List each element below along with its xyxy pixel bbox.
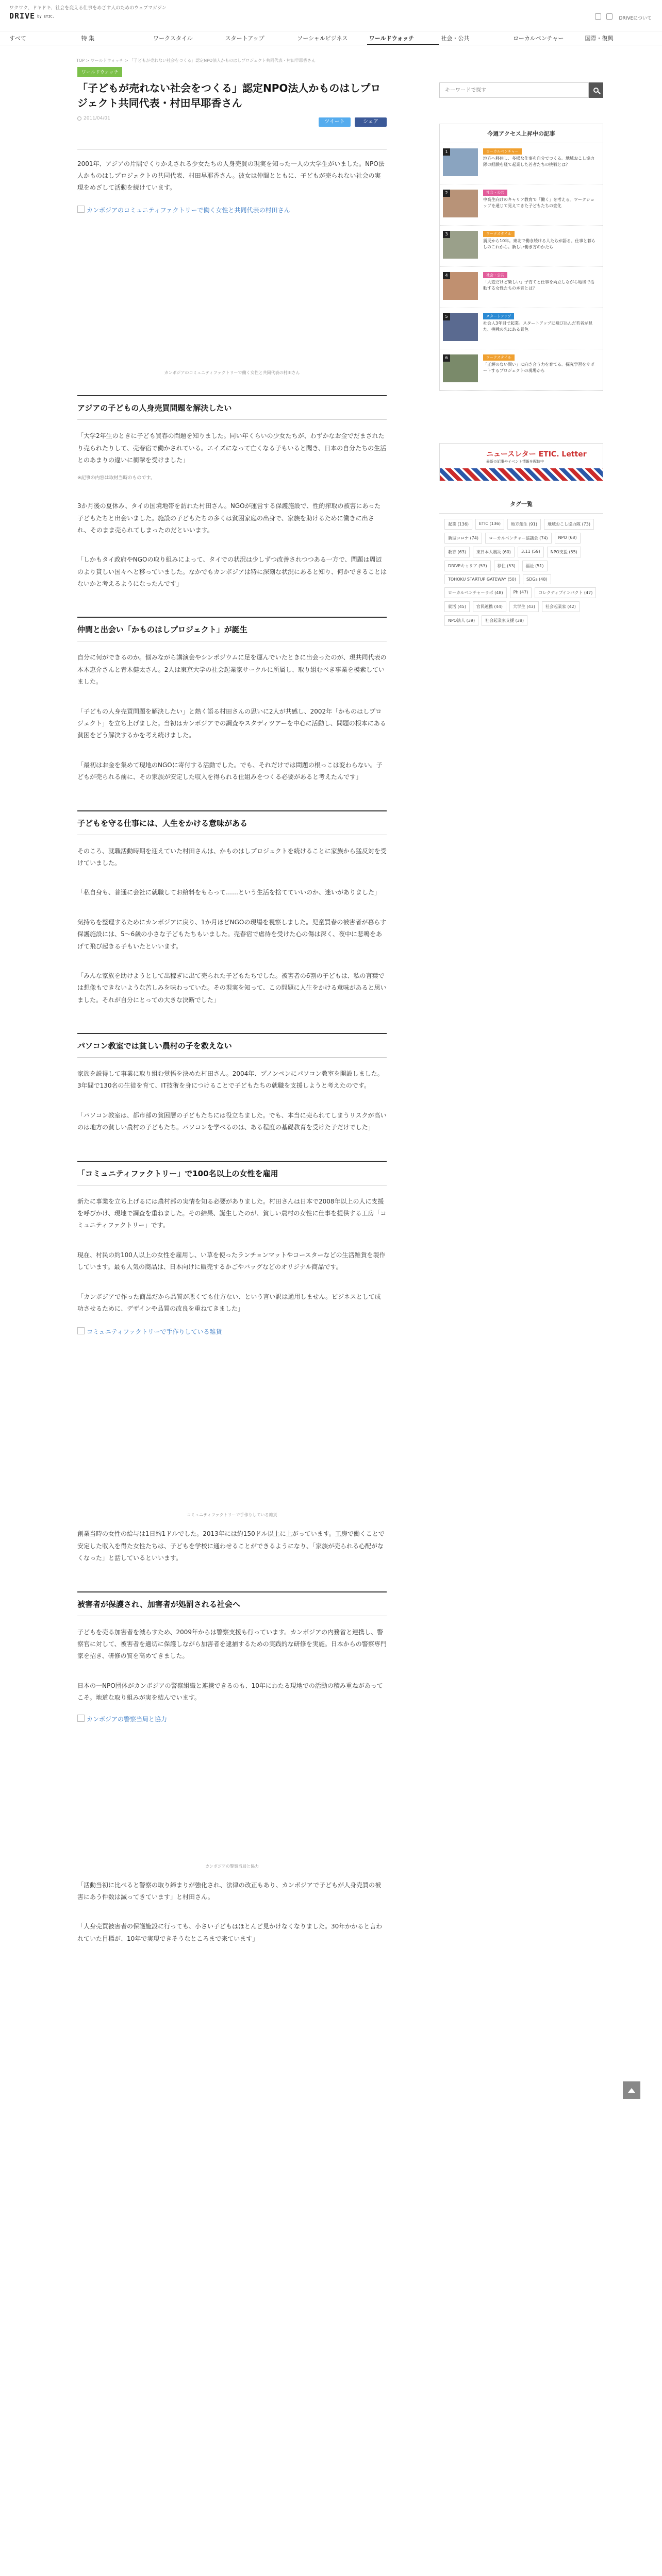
category-badge[interactable]: ワールドウォッチ — [77, 67, 122, 77]
banner-subtitle: 最新の記事やイベント情報を配信中 — [486, 460, 544, 464]
tag-link[interactable]: TOHOKU STARTUP GATEWAY (50) — [444, 574, 520, 584]
paragraph: 3か月後の夏休み、タイの国境地帯を訪れた村田さん。NGOが運営する保護施設で、性的搾取の被害にあった子どもたちと出会いました。施設の子どもたちの多くは貧困家庭の出身で、家族を助けるために働きに出され、そのまま売られてしまったのだといいます。 — [77, 502, 381, 534]
rank-title: 社会人3年目で起業。スタートアップに飛び込んだ若者が見た、挑戦の先にある景色 — [483, 321, 593, 332]
search-box — [439, 82, 603, 98]
nav-item-social-business[interactable]: ソーシャルビジネス — [297, 35, 348, 42]
tag-link[interactable]: ローカルベンチャー協議会 (74) — [485, 533, 552, 544]
nav-item-international[interactable]: 国際・復興 — [585, 35, 614, 42]
ranking-item[interactable] — [440, 226, 603, 267]
tag-link[interactable]: 新型コロナ (74) — [444, 533, 482, 544]
rank-number: 4 — [443, 272, 450, 279]
tag-link[interactable]: 社会起業家支援 (38) — [482, 615, 527, 626]
ranking-item[interactable] — [440, 143, 603, 184]
site-header — [0, 0, 662, 45]
paragraph: 気持ちを整理するためにカンボジアに戻り、1か月ほどNGOの現場を視察しました。児童買春の被害者が暮らす保護施設には、5〜6歳の小さな子どもたちもいました。売春宿で虐待を受けた心の傷は深く、夜中に悲鳴をあげて飛び起きる子もいたといいます。 — [77, 918, 387, 950]
logo-text: DRIVE — [9, 11, 36, 21]
article-header — [77, 67, 387, 139]
paragraph: 「みんな家族を助けようとして出稼ぎに出て売られた子どもたちでした。被害者の6割の子どもは、私の言葉では想像もできないような苦しみを味わっていた。その現実を知って、この問題に人生をかける意味があると思いました。それが自分にとっての大きな決断でした」 — [77, 972, 387, 1004]
paragraph: 家族を説得して事業に取り組む覚悟を決めた村田さん。2004年、プノンペンにパソコン教室を開設しました。3年間で130名の生徒を育て、IT技術を身につけることで子どもたちの就職を支援しようと考えたのです。 — [77, 1070, 384, 1090]
arrow-up-icon — [628, 2088, 635, 2093]
image-block-1 — [77, 206, 387, 376]
rank-title: 中高生向けのキャリア教育で「働く」を考える。ワークショップを通じて見えてきた子どもたちの変化 — [483, 197, 594, 208]
paragraph: 子どもを売る加害者を減らすため、2009年からは警察支援も行っています。カンボジアの内務省と連携し、警察官に対して、被害者を適切に保護しながら加害者を逮捕するための実践的な研修を実施。日本からの警察専門家を招き、研修の質を高めてきました。 — [77, 1628, 387, 1660]
paragraph: 「私自身も、普通に会社に就職してお給料をもらって……という生活を捨てていいのか、迷いがありました」 — [77, 889, 381, 896]
tag-link[interactable]: 地方創生 (91) — [507, 519, 541, 530]
tweet-button[interactable]: ツイート — [319, 117, 351, 127]
paragraph: 新たに事業を立ち上げるには農村部の実情を知る必要がありました。村田さんは日本で2008年以上の人に支援を呼びかけ、現地で調査を重ねました。その結果、誕生したのが、貧しい農村の女性に仕事を提供する工房「コミュニティファクトリー」です。 — [77, 1197, 387, 1229]
about-link[interactable]: DRIVEについて — [619, 16, 652, 21]
header-icons — [595, 13, 613, 20]
search-icon — [593, 88, 599, 93]
ranking-item[interactable] — [440, 267, 603, 308]
tag-link[interactable]: 官民連携 (44) — [473, 601, 506, 612]
section-heading: 仲間と出会い「かものはしプロジェクト」が誕生 — [77, 617, 387, 641]
article-lead: 2001年、アジアの片隅でくりかえされる少女たちの人身売買の現実を知った一人の大学生がいました。NPO法人かものはしプロジェクトの共同代表、村田早耶香さん。彼女は仲間とともに、子どもが売られない社会の実現をめざして活動を続けています。 — [77, 160, 385, 191]
image-alt-2: コミュニティファクトリーで手作りしている雑貨 — [87, 1328, 222, 1336]
section-heading: 被害者が保護され、加害者が処罰される社会へ — [77, 1591, 387, 1616]
paragraph: 「活動当初に比べると警察の取り締まりが強化され、法律の改正もあり、カンボジアで子どもが人身売買の被害にあう件数は減ってきています」と村田さん。 — [77, 1881, 382, 1901]
rank-number: 6 — [443, 354, 450, 362]
divider — [77, 149, 387, 150]
tag-link[interactable]: 起業 (136) — [444, 519, 472, 530]
tag-link[interactable]: DRIVEキャリア (53) — [444, 561, 491, 571]
banner-stripe — [440, 468, 603, 481]
image-caption-2: コミュニティファクトリーで手作りしている雑貨 — [187, 1513, 277, 1518]
section-6 — [77, 1591, 387, 1945]
rank-category-tag: ローカルベンチャー — [483, 148, 522, 155]
rank-title: 「大変だけど楽しい」子育てと仕事を両立しながら地域で活動する女性たちの本音とは？ — [483, 280, 594, 291]
tag-link[interactable]: 3.11 (59) — [518, 547, 544, 557]
paragraph: そのころ、就職活動時期を迎えていた村田さんは、かものはしプロジェクトを続けることに家族から猛反対を受けていました。 — [77, 847, 387, 867]
broken-image-icon — [77, 206, 85, 213]
logo-sub: by ETIC. — [37, 14, 55, 19]
image-block-2 — [77, 1327, 387, 1518]
rank-category-tag: スタートアップ — [483, 313, 514, 319]
nav-item-feature[interactable]: 特 集 — [81, 35, 95, 42]
share-buttons — [319, 117, 387, 127]
image-caption-1: カンボジアのコミュニティファクトリーで働く女性と共同代表の村田さん — [164, 370, 300, 376]
paragraph: 現在、村民の約100人以上の女性を雇用し、い草を使ったランチョンマットやコースターなどの生活雑貨を製作しています。最も人気の商品は、日本向けに販売するかごやバッグなどのオリジナル商品です。 — [77, 1251, 386, 1271]
image-link-3[interactable] — [77, 1715, 387, 1723]
tag-link[interactable]: NPO支援 (55) — [547, 547, 581, 557]
image-caption-3: カンボジアの警察当局と協力 — [205, 1863, 259, 1869]
tag-link[interactable]: NPO法人 (39) — [444, 615, 478, 626]
section-heading: 子どもを守る仕事には、人生をかける意味がある — [77, 810, 387, 835]
image-block-3 — [77, 1715, 387, 1869]
tag-link[interactable]: ローカルベンチャーラボ (48) — [444, 587, 507, 598]
banner-title: ニュースレター ETIC. Letter — [486, 450, 587, 459]
clock-icon — [77, 116, 81, 121]
section-heading: パソコン教室では貧しい農村の子を救えない — [77, 1033, 387, 1058]
tag-link[interactable]: 就活 (45) — [444, 601, 470, 612]
tag-link[interactable]: コレクティブインパクト (47) — [535, 587, 596, 598]
rank-title: 地方へ移住し、多様な仕事を自分でつくる。地域おこし協力隊の経験を経て起業した若者たちの挑戦とは？ — [483, 156, 594, 167]
image-alt-1: カンボジアのコミュニティファクトリーで働く女性と共同代表の村田さん — [87, 207, 290, 214]
scroll-to-top-button[interactable] — [623, 2081, 640, 2099]
image-alt-3: カンボジアの警察当局と協力 — [87, 1715, 168, 1723]
rank-number: 5 — [443, 313, 450, 320]
image-link-2[interactable] — [77, 1327, 387, 1336]
section-heading: 「コミュニティファクトリー」で100名以上の女性を雇用 — [77, 1161, 387, 1185]
nav-item-local-venture[interactable]: ローカルベンチャー — [512, 35, 564, 42]
rank-number: 3 — [443, 231, 450, 238]
section-2 — [77, 617, 387, 783]
section-1 — [77, 395, 387, 590]
tag-link[interactable]: SDGs (48) — [523, 574, 551, 584]
search-input[interactable] — [439, 82, 589, 98]
twitter-icon[interactable] — [595, 13, 601, 20]
rank-number: 2 — [443, 190, 450, 197]
rank-title: 震災から10年。東北で働き続ける人たちが語る、仕事と暮らしのこれから。新しい働き方のかたち — [483, 239, 596, 249]
tags-box — [439, 495, 603, 631]
tag-link[interactable]: NPO (68) — [555, 533, 581, 544]
paragraph: 自分に何ができるのか。悩みながら講演会やシンポジウムに足を運んでいたときに出会ったのが、現共同代表の本木恵介さんと青木健太さん。2人は東京大学の社会起業家サークルに所属し、取り組むべき事業を模索していました。 — [77, 654, 387, 686]
rank-title: 「正解のない問い」に向き合う力を育てる。探究学習をサポートするプロジェクトの現場から — [483, 362, 594, 373]
ranking-item[interactable] — [440, 349, 603, 391]
nav-item-all[interactable]: すべて — [9, 35, 26, 42]
tag-link[interactable]: 大学生 (43) — [509, 601, 539, 612]
tag-link[interactable]: 教育 (63) — [444, 547, 470, 557]
image-link-1[interactable] — [77, 206, 387, 214]
search-button[interactable] — [589, 82, 603, 98]
site-tagline: ワクワク、ドキドキ、社会を変える仕事をめざす人のためのウェブマガジン — [9, 6, 167, 11]
tag-link[interactable]: 福祉 (51) — [522, 561, 548, 571]
broken-image-icon — [77, 1715, 85, 1722]
tag-link[interactable]: 社会起業家 (42) — [542, 601, 580, 612]
rank-category-tag: 社会・公共 — [483, 190, 507, 196]
breadcrumb[interactable]: TOP > ワールドウォッチ > 「子どもが売れない社会をつくる」認定NPO法人かものはしプロジェクト共同代表・村田早耶香さん — [76, 58, 316, 63]
paragraph: 「最初はお金を集めて現地のNGOに寄付する活動でした。でも、それだけでは問題の根っこは変わらない。子どもが売られる前に、その家族が安定した収入を得られる仕組みをつくる必要があると考えたんです」 — [77, 761, 383, 781]
paragraph: 「人身売買被害者の保護施設に行っても、小さい子どもはほとんど見かけなくなりました。30年かかると言われていた目標が、10年で実現できそうなところまで来ています」 — [77, 1923, 383, 1942]
rank-category-tag: ワークスタイル — [483, 231, 515, 237]
tag-link[interactable]: 東日本大震災 (60) — [473, 547, 515, 557]
tag-link[interactable]: 地域おこし協力隊 (73) — [544, 519, 594, 530]
paragraph: 創業当時の女性の給与は1日約1ドルでした。2013年には約150ドル以上に上がっています。工房で働くことで安定した収入を得た女性たちは、子どもを学校に通わせることができるようになり、「家族が売られる心配がなくなった」と話しているといいます。 — [77, 1530, 385, 1562]
ranking-box — [439, 124, 603, 391]
paragraph: 「しかもタイ政府やNGOの取り組みによって、タイでの状況は少しずつ改善されつつある一方で、問題は周辺のより貧しい国々へと移っていました。なかでもカンボジアは特に深刻な状況にあると知り、何かできることはないかと考えるようになったんです」 — [77, 556, 387, 588]
nav-item-public[interactable]: 社会・公共 — [441, 35, 470, 42]
section-3 — [77, 810, 387, 1007]
article-title: 「子どもが売れない社会をつくる」認定NPO法人かものはしプロジェクト共同代表・村田早耶香さん — [77, 82, 381, 109]
ranking-item[interactable] — [440, 308, 603, 349]
tag-link[interactable]: 移住 (53) — [494, 561, 519, 571]
nav-item-workstyle[interactable]: ワークスタイル — [153, 35, 193, 42]
facebook-share-button[interactable]: シェア — [355, 117, 387, 127]
rank-category-tag: ワークスタイル — [483, 354, 515, 361]
date-text: 2011/04/01 — [84, 116, 110, 121]
tag-grid — [439, 514, 603, 631]
rank-category-tag: 社会・公共 — [483, 272, 507, 278]
tag-link[interactable]: ETIC (136) — [475, 519, 504, 530]
section-heading: アジアの子どもの人身売買問題を解決したい — [77, 395, 387, 420]
paragraph: 「子どもの人身売買問題を解決したい」と熱く語る村田さんの思いに2人が共感し、2002年「かものはしプロジェクト」を立ち上げました。当初はカンボジアでの調査やスタディツアーを中心に活動し、問題の根本にある貧困をどう解決するかを考え続けました。 — [77, 707, 386, 739]
tags-title: タグ一覧 — [439, 495, 603, 514]
paragraph: 「パソコン教室は、都市部の貧困層の子どもたちには役立ちました。でも、本当に売られてしまうリスクが高いのは地方の貧しい農村の子どもたち。パソコンを学べるのは、ある程度の基礎教育を受けた子だけでした」 — [77, 1111, 387, 1131]
rank-number: 1 — [443, 148, 450, 156]
main-nav — [0, 31, 662, 45]
tag-link[interactable]: Ph (47) — [510, 587, 532, 598]
facebook-icon[interactable] — [606, 13, 613, 20]
nav-item-startup[interactable]: スタートアップ — [225, 35, 264, 42]
article — [77, 67, 387, 1945]
note: ※記事の内容は取材当時のものです。 — [77, 475, 155, 481]
newsletter-banner[interactable] — [439, 443, 603, 481]
section-5 — [77, 1161, 387, 1565]
ranking-item[interactable] — [440, 184, 603, 226]
ranking-list — [440, 143, 603, 391]
section-4 — [77, 1033, 387, 1134]
nav-item-world-watch[interactable]: ワールドウォッチ — [367, 31, 439, 45]
site-logo[interactable] — [9, 11, 55, 21]
ranking-title: 今週アクセス上昇中の記事 — [440, 124, 603, 143]
paragraph: 「大学2年生のときに子ども買春の問題を知りました。同い年くらいの少女たちが、わずかなお金でだまされたり売られたりして、売春宿で働かされている。エイズになって亡くなる子もいると聞き、日本の自分たちの生活とのあまりの違いに衝撃を受けました」 — [77, 432, 387, 464]
paragraph: 「カンボジアで作った商品だから品質が悪くても仕方ない、という言い訳は通用しません。ビジネスとして成功させるために、デザインや品質の改良を重ねてきました」 — [77, 1293, 381, 1312]
broken-image-icon — [77, 1327, 85, 1334]
paragraph: 日本の一NPO団体がカンボジアの警察組織と連携できるのも、10年にわたる現地での活動の積み重ねがあってこそ。地道な取り組みが実を結んでいます。 — [77, 1682, 383, 1702]
